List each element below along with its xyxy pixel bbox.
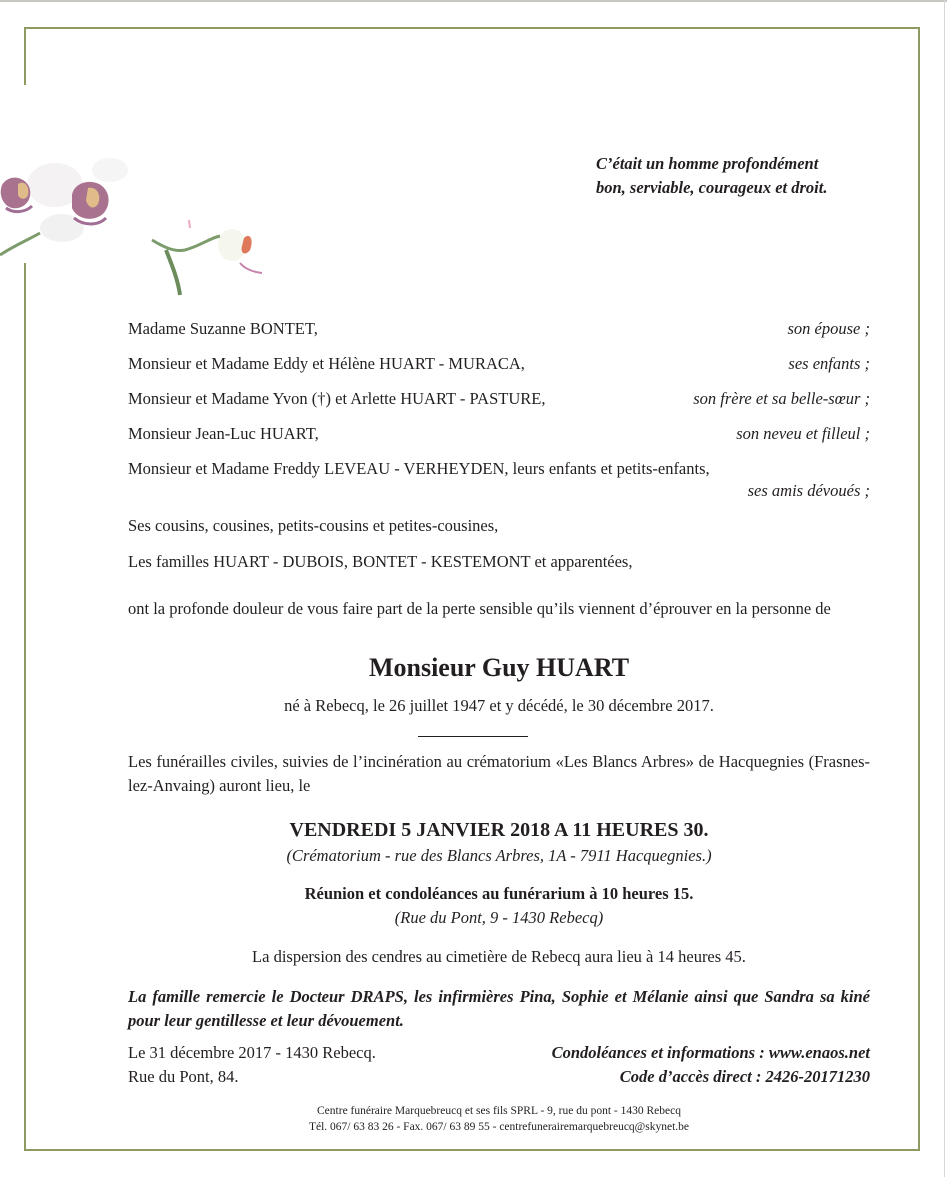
ceremony-datetime: VENDREDI 5 JANVIER 2018 A 11 HEURES 30. [289, 819, 709, 841]
family-relation: son neveu et filleul ; [736, 424, 870, 443]
family-name: Ses cousins, cousines, petits-cousins et petites-cousines, [128, 516, 499, 535]
family-name: Monsieur Jean-Luc HUART, [128, 424, 319, 443]
family-relation: son frère et sa belle-sœur ; [693, 389, 870, 408]
orchid-petal [40, 214, 84, 242]
gathering-info: Réunion et condoléances au funérarium à 10 heures 15. [304, 884, 694, 903]
condolences-website[interactable]: Condoléances et informations : www.enaos.net [551, 1043, 870, 1062]
family-relation: ses amis dévoués ; [747, 481, 870, 500]
separator-line [418, 736, 528, 737]
frame-border-left-upper [24, 27, 26, 85]
family-name: Les familles HUART - DUBOIS, BONTET - KESTEMONT et apparentées, [128, 552, 633, 571]
quote-line-2: bon, serviable, courageux et droit. [596, 178, 828, 197]
access-code: Code d’accès direct : 2426-20171230 [619, 1067, 870, 1086]
orchid-petal [218, 229, 246, 261]
thanks-text: La famille remercie le Docteur DRAPS, les infirmières Pina, Sophie et Mélanie ainsi que Sandra sa kiné pour leur gentillesse et leur dévouement. [128, 987, 870, 1030]
family-relation: ses enfants ; [788, 354, 870, 373]
orchid-flower [72, 182, 109, 224]
dispersion-info: La dispersion des cendres au cimetière de Rebecq aura lieu à 14 heures 45. [252, 947, 746, 966]
orchid-stem [0, 233, 40, 255]
page-edge-right [944, 0, 945, 1177]
ceremony-location: (Crématorium - rue des Blancs Arbres, 1A - 7911 Hacquegnies.) [286, 846, 712, 865]
closing-date-place: Le 31 décembre 2017 - 1430 Rebecq. [128, 1043, 376, 1062]
orchid-decoration [0, 140, 280, 300]
frame-border-bottom [24, 1149, 920, 1151]
orchid-stem [166, 250, 180, 295]
deceased-dates: né à Rebecq, le 26 juillet 1947 et y décédé, le 30 décembre 2017. [284, 696, 714, 715]
footer-line-2: Tél. 067/ 63 83 26 - Fax. 067/ 63 89 55 - centrefunerairemarquebreucq@skynet.be [308, 1121, 690, 1133]
frame-border-top [24, 27, 920, 29]
frame-border-right [918, 27, 920, 1151]
funeral-intro: Les funérailles civiles, suivies de l’incinération au crématorium «Les Blancs Arbres» de Hacquegnies (Frasnes-lez-Anvaing) auront lieu, le [128, 752, 870, 795]
family-name: Monsieur et Madame Freddy LEVEAU - VERHEYDEN, leurs enfants et petits-enfants, [128, 459, 710, 478]
family-name: Monsieur et Madame Eddy et Hélène HUART - MURACA, [128, 354, 525, 373]
announcement-text: ont la profonde douleur de vous faire part de la perte sensible qu’ils viennent d’éprouver en la personne de [128, 599, 831, 618]
family-name: Madame Suzanne BONTET, [128, 319, 318, 338]
deceased-name: Monsieur Guy HUART [368, 653, 630, 682]
orchid-petal [92, 158, 128, 182]
quote [596, 152, 896, 200]
quote-line-1: C’était un homme profondément [596, 154, 819, 173]
orchid-stem [152, 236, 220, 251]
footer-line-1: Centre funéraire Marquebreucq et ses fils SPRL - 9, rue du pont - 1430 Rebecq [317, 1105, 681, 1117]
family-relation: son épouse ; [787, 319, 870, 338]
frame-border-left-lower [24, 263, 26, 1151]
closing-address: Rue du Pont, 84. [128, 1067, 239, 1086]
family-name: Monsieur et Madame Yvon (†) et Arlette HUART - PASTURE, [128, 389, 546, 408]
page-edge-top [0, 0, 947, 2]
gathering-address: (Rue du Pont, 9 - 1430 Rebecq) [394, 908, 604, 927]
